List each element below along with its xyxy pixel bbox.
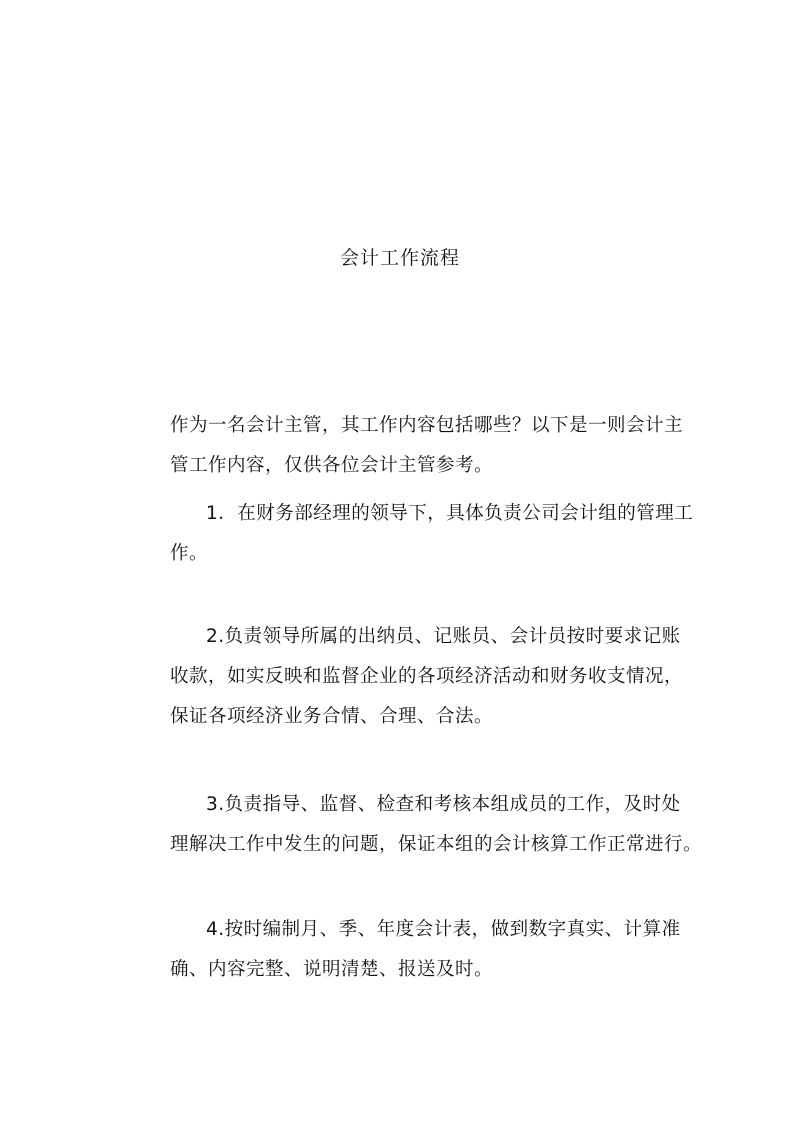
document-title: 会计工作流程 — [339, 247, 460, 269]
item-2-line-1: 2.负责领导所属的出纳员、记账员、会计员按时要求记账 — [206, 626, 681, 647]
item-1-line-1: 1．在财务部经理的领导下，具体负责公司会计组的管理工 — [206, 503, 694, 524]
item-1-line-2: 作。 — [170, 543, 209, 564]
item-3-paragraph — [170, 785, 703, 865]
item-2-line-2: 收款，如实反映和监督企业的各项经济活动和财务收支情况， — [170, 666, 684, 687]
item-1-paragraph — [170, 494, 694, 574]
item-3-line-2: 理解决工作中发生的问题，保证本组的会计核算工作正常进行。 — [170, 834, 703, 855]
intro-line-2: 管工作内容，仅供各位会计主管参考。 — [170, 455, 494, 476]
intro-line-1: 作为一名会计主管，其工作内容包括哪些？以下是一则会计主 — [170, 415, 684, 436]
item-2-paragraph — [170, 617, 690, 737]
item-3-line-1: 3.负责指导、监督、检查和考核本组成员的工作，及时处 — [206, 794, 681, 815]
item-4-line-2: 确、内容完整、说明清楚、报送及时。 — [170, 959, 494, 980]
item-2-line-3: 保证各项经济业务合情、合理、合法。 — [170, 706, 494, 727]
item-4-line-1: 4.按时编制月、季、年度会计表，做到数字真实、计算准 — [206, 919, 681, 940]
intro-paragraph — [170, 406, 690, 486]
item-4-paragraph — [170, 910, 690, 990]
